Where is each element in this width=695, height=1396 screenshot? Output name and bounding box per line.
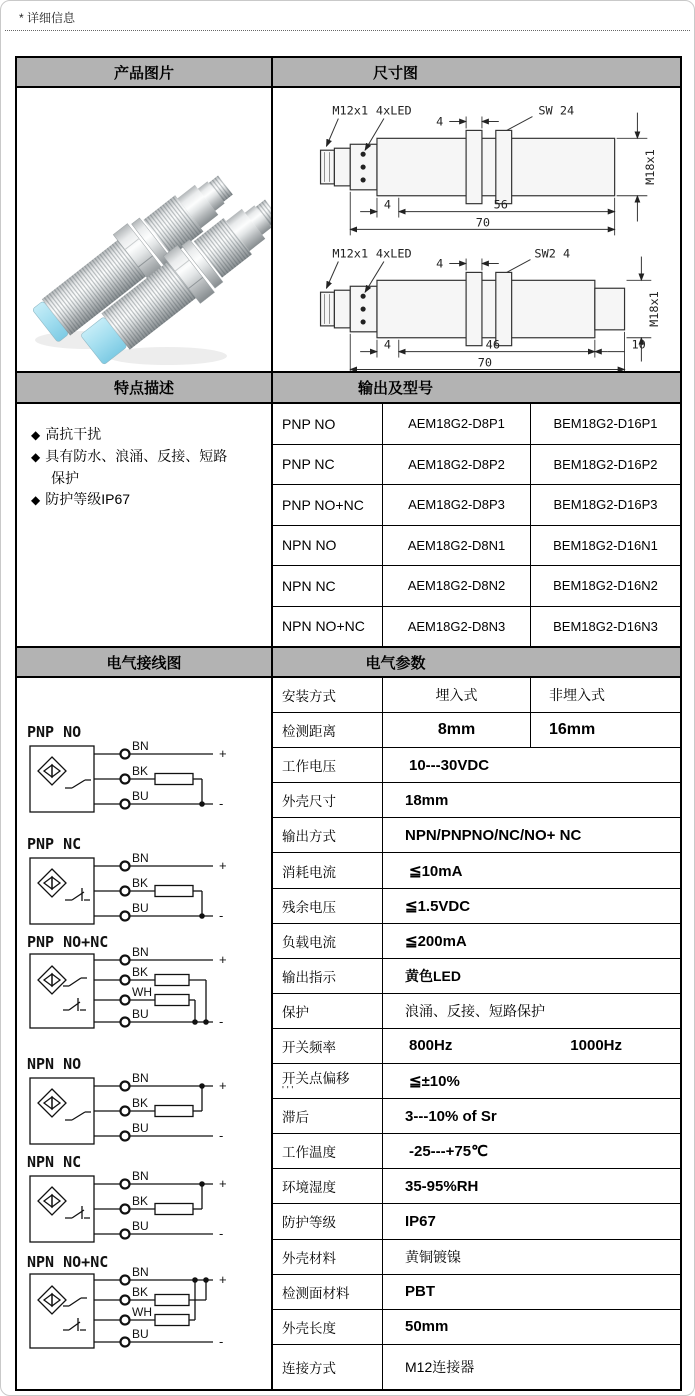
param-value-non-flush: 非埋入式 [549,687,605,704]
model-row [273,485,680,526]
wire-label: BK [132,1194,149,1208]
model-non-flush: BEM18G2-D16N3 [553,618,658,634]
feature-item [31,446,229,489]
diamond-bullet-icon: ◆ [31,450,41,464]
wire-label: BU [132,1219,149,1233]
param-value: 10---30VDC [409,756,490,774]
plus-sign: + [219,1078,227,1093]
params-table [273,678,680,1389]
dim2-thread-label: M12x1 [332,246,369,261]
param-value: ≦10mA [409,862,463,880]
header-row-2 [17,371,680,404]
wire-label: BU [132,789,149,803]
param-value: 浪涌、反接、短路保护 [405,1002,545,1019]
feature-item [31,424,261,446]
plus-sign: + [219,1176,227,1191]
param-row [273,818,680,853]
param-value-non-flush: 1000Hz [570,1037,622,1055]
param-label: 工作温度 [282,1145,336,1161]
param-value-flush: 8mm [383,713,531,747]
param-value: ≦1.5VDC [405,897,471,915]
param-value: 35-95%RH [405,1177,479,1195]
model-non-flush: BEM18G2-D16N2 [553,578,658,594]
product-photo-cell [17,88,273,371]
param-row [273,994,680,1029]
model-flush: AEM18G2-D8N3 [383,607,531,647]
param-row [273,1204,680,1239]
wiring-title: NPN NC [27,1154,82,1171]
param-row [273,924,680,959]
param-label: 残余电压 [282,899,336,915]
model-row [273,566,680,607]
param-value: IP67 [405,1212,436,1230]
param-value-non-flush: 16mm [549,721,596,739]
param-row [273,783,680,818]
feature-text: 具有防水、浪涌、反接、短路保护 [45,448,228,486]
wire-label: BN [132,1071,149,1085]
wiring-diagram-npn-no [25,1056,260,1168]
model-flush: AEM18G2-D8P3 [383,485,531,525]
output-type: NPN NO [273,526,383,566]
param-label: 连接方式 [282,1360,336,1376]
header-wiring-label: 电气接线图 [106,654,182,672]
dim2-body-thread-label: M18x1 [647,291,662,327]
param-label: 负载电流 [282,934,336,950]
minus-sign: - [219,1226,224,1241]
dim1-total-label: 70 [475,215,491,230]
wiring-title: PNP NO [27,724,82,741]
model-non-flush: BEM18G2-D16N1 [553,537,658,553]
row-wiring-params [17,678,680,1389]
param-label: 保护 [282,1004,309,1020]
param-label: 防护等级 [282,1215,336,1231]
spec-table [15,56,682,1391]
wiring-diagram-npn-no-nc [25,1254,260,1376]
param-row [273,1064,680,1099]
feature-text: 高抗干扰 [45,426,102,442]
plus-sign: + [219,858,227,873]
param-label: 检测距离 [282,724,336,740]
wire-label: BK [132,876,149,890]
diamond-bullet-icon: ◆ [31,493,41,507]
header-wiring [17,648,273,676]
models-cell [273,404,680,646]
header-models [273,373,680,402]
wire-label: WH [132,985,152,999]
wire-label: BK [132,764,149,778]
param-value: 黄色LED [405,967,461,984]
dim1-nut-label: 4 [436,114,444,129]
feature-item [31,489,261,511]
param-row [273,748,680,783]
param-row [273,1029,680,1064]
wire-label: BU [132,1327,149,1341]
param-value: 黄铜镀镍 [405,1248,461,1265]
model-flush: AEM18G2-D8P1 [383,404,531,444]
output-type: NPN NO+NC [273,607,383,647]
header-dimension [273,58,680,86]
feature-text: 防护等级IP67 [45,491,131,507]
dim1-b-label: 56 [493,197,508,212]
dimension-drawing-non-flush [273,244,680,371]
param-label: 输出指示 [282,969,336,985]
wiring-diagram-pnp-no-nc [25,934,260,1056]
model-row [273,526,680,567]
param-row [273,678,680,713]
model-non-flush: BEM18G2-D16P3 [553,497,658,513]
dim2-c-label: 10 [631,337,646,352]
wire-label: BU [132,1121,149,1135]
header-dimension-label: 尺寸图 [372,64,418,82]
dim1-body-thread-label: M18x1 [643,149,658,185]
dim1-thread-label: M12x1 [332,103,369,118]
param-row [273,1169,680,1204]
minus-sign: - [219,796,224,811]
param-row [273,1134,680,1169]
dim2-led-label: 4xLED [375,246,412,261]
dim2-a-label: 4 [383,337,392,352]
param-label: 消耗电流 [282,864,336,880]
wire-label: BU [132,901,149,915]
param-row [273,1240,680,1275]
wiring-title: NPN NO [27,1056,82,1073]
row-features-models [17,404,680,646]
dim2-wrench-label: SW2 4 [534,246,571,261]
dim2-total-label: 70 [477,355,493,370]
photo-shadow [107,347,227,365]
param-value: ≦200mA [405,932,467,950]
minus-sign: - [219,908,224,923]
param-label: 检测面材料 [282,1285,350,1301]
features-list [17,404,271,511]
header-row-1 [17,58,680,88]
param-label: 工作电压 [282,759,336,775]
model-flush: AEM18G2-D8N2 [383,566,531,606]
wire-label: BK [132,965,149,979]
param-label: 外壳材料 [282,1250,336,1266]
param-row [273,1099,680,1134]
param-row [273,853,680,888]
output-type: PNP NO+NC [273,485,383,525]
model-non-flush: BEM18G2-D16P1 [553,416,658,432]
param-label: 开关点偏移 [282,1071,350,1087]
wiring-title: NPN NO+NC [27,1254,109,1271]
param-value: 3---10% of Sr [405,1107,497,1125]
wiring-title: PNP NO+NC [27,934,109,951]
wiring-title: PNP NC [27,836,82,853]
minus-sign: - [219,1334,224,1349]
params-cell [273,678,680,1389]
diamond-bullet-icon: ◆ [31,428,41,442]
header-params-label: 电气参数 [365,654,426,672]
param-value: 18mm [405,791,449,809]
plus-sign: + [219,746,227,761]
header-params [273,648,680,676]
dimension-drawing-flush [273,100,680,242]
header-row-3 [17,646,680,678]
param-value: -25---+75℃ [409,1143,488,1161]
param-row [273,959,680,994]
wiring-diagram-pnp-no [25,724,260,836]
minus-sign: - [219,1014,224,1029]
wire-label: WH [132,1305,152,1319]
dim2-nut-label: 4 [436,256,444,271]
row-photo-dims [17,88,680,371]
param-label: 外壳尺寸 [282,794,336,810]
dim1-a-label: 4 [383,197,392,212]
wire-label: BU [132,1007,149,1021]
param-value: NPN/PNPNO/NC/NO+ NC [405,826,582,844]
param-row [273,1275,680,1310]
wire-label: BK [132,1096,149,1110]
model-non-flush: BEM18G2-D16P2 [553,456,658,472]
param-label: 输出方式 [282,829,336,845]
model-table [273,404,680,646]
wire-label: BN [132,1169,149,1183]
output-type: NPN NC [273,566,383,606]
param-row [273,1310,680,1345]
param-label: 开关频率 [282,1039,336,1055]
wire-label: BN [132,1265,149,1279]
param-label-sub: ' ' ' [282,1085,294,1097]
param-label: 滞后 [282,1110,309,1126]
param-value: 50mm [405,1318,449,1336]
param-row [273,889,680,924]
dim1-wrench-label: SW 24 [538,103,575,118]
model-row [273,445,680,486]
wire-label: BK [132,1285,149,1299]
model-row [273,607,680,647]
plus-sign: + [219,1272,227,1287]
header-product-image-label: 产品图片 [113,64,174,82]
output-type: PNP NC [273,445,383,485]
divider-dotted [5,30,690,31]
minus-sign: - [219,1128,224,1143]
wire-label: BN [132,739,149,753]
param-value: ≦±10% [409,1073,460,1091]
header-models-label: 输出及型号 [357,380,433,397]
model-flush: AEM18G2-D8N1 [383,526,531,566]
product-photo [17,88,273,371]
param-value-flush: 埋入式 [383,678,531,712]
header-features-label: 特点描述 [113,380,174,397]
dim1-led-label: 4xLED [375,103,412,118]
model-row [273,404,680,445]
param-row [273,1345,680,1389]
param-label: 环境湿度 [282,1180,336,1196]
dim2-b-label: 46 [485,337,500,352]
wire-label: BN [132,851,149,865]
header-product-image [17,58,273,86]
wiring-diagram-npn-nc [25,1154,260,1266]
page-title: * 详细信息 [19,11,76,25]
param-value-flush: 800Hz [409,1037,453,1055]
param-value: M12连接器 [405,1358,475,1375]
param-label: 安装方式 [282,689,336,705]
wire-label: BN [132,945,149,959]
features-cell [17,404,273,646]
output-type: PNP NO [273,404,383,444]
param-row [273,713,680,748]
wiring-cell [17,678,273,1389]
model-flush: AEM18G2-D8P2 [383,445,531,485]
plus-sign: + [219,952,227,967]
dimension-cell [273,88,680,371]
wiring-diagram-pnp-nc [25,836,260,948]
header-features [17,373,273,402]
param-label: 外壳长度 [282,1320,336,1336]
param-value: PBT [405,1283,435,1301]
